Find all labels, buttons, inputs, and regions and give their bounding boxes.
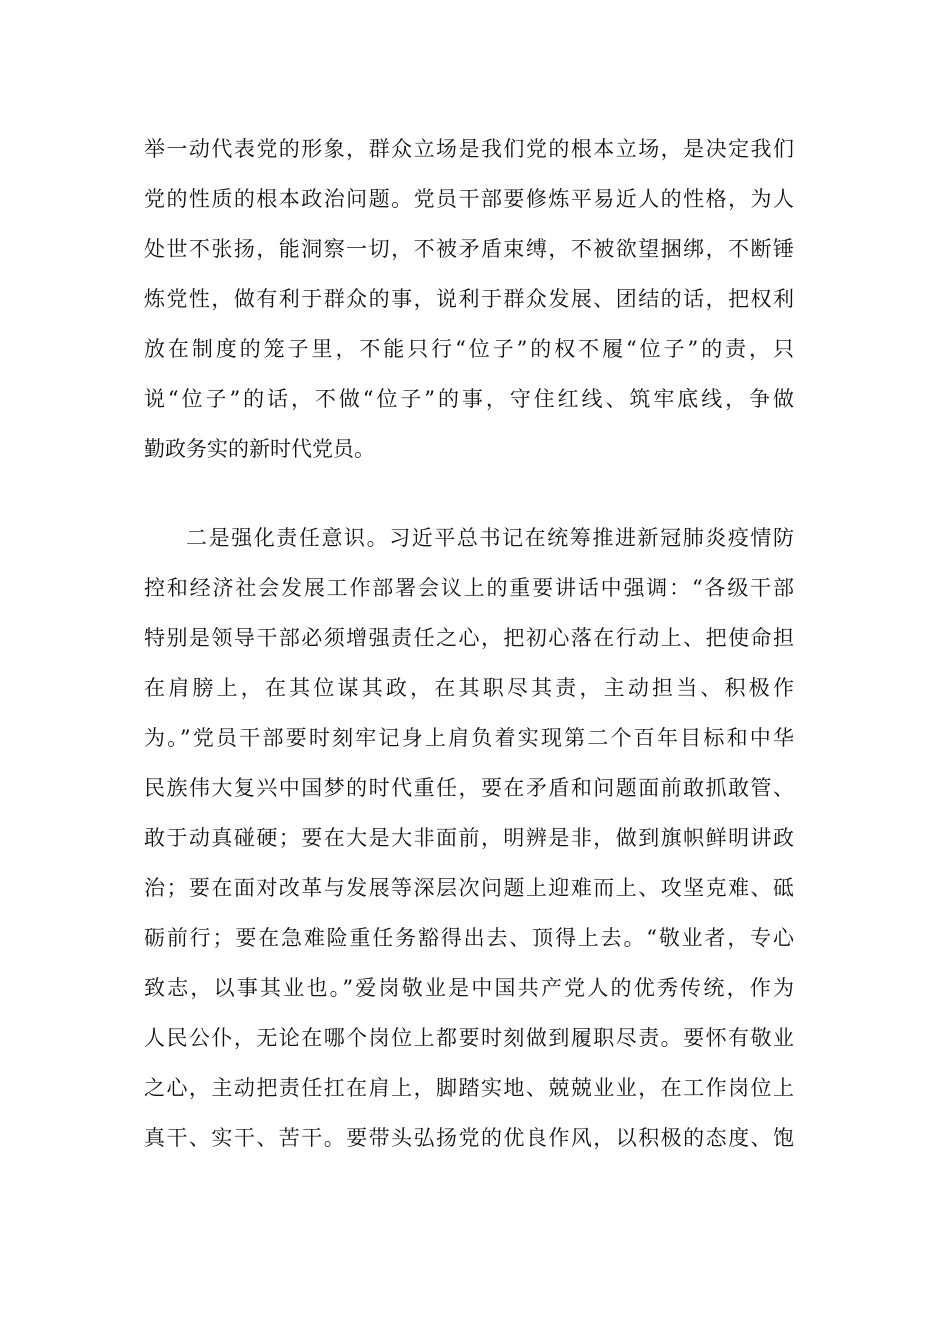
- text-line: 说“位子”的话，不做“位子”的事，守住红线、筑牢底线，争做: [144, 387, 794, 411]
- text-line: 致志，以事其业也。”爱岗敬业是中国共产党人的优秀传统，作为: [144, 976, 794, 1000]
- text-line: 放在制度的笼子里，不能只行“位子”的权不履“位子”的责，只: [144, 337, 794, 361]
- text-line: 砺前行；要在急难险重任务豁得出去、顶得上去。“敬业者，专心: [144, 926, 794, 950]
- text-line: 之心，主动把责任扛在肩上，脚踏实地、兢兢业业，在工作岗位上: [144, 1076, 794, 1100]
- text-line: 敢于动真碰硬；要在大是大非面前，明辨是非，做到旗帜鲜明讲政: [144, 826, 794, 850]
- text-line: 为。”党员干部要时刻牢记身上肩负着实现第二个百年目标和中华: [144, 726, 794, 750]
- text-line: 民族伟大复兴中国梦的时代重任，要在矛盾和问题面前敢抓敢管、: [144, 776, 794, 800]
- text-line: 炼党性，做有利于群众的事，说利于群众发展、团结的话，把权利: [144, 287, 794, 311]
- text-line: 真干、实干、苦干。要带头弘扬党的优良作风，以积极的态度、饱: [144, 1126, 794, 1150]
- text-line: 在肩膀上，在其位谋其政，在其职尽其责，主动担当、积极作: [144, 676, 794, 700]
- text-line: 人民公仆，无论在哪个岗位上都要时刻做到履职尽责。要怀有敬业: [144, 1026, 794, 1050]
- text-line: 勤政务实的新时代党员。: [144, 437, 375, 461]
- text-line: 党的性质的根本政治问题。党员干部要修炼平易近人的性格，为人: [144, 187, 794, 211]
- paragraph-party-image: [144, 124, 794, 474]
- text-line: 举一动代表党的形象，群众立场是我们党的根本立场，是决定我们: [144, 137, 794, 161]
- text-line: 特别是领导干部必须增强责任之心，把初心落在行动上、把使命担: [144, 626, 794, 650]
- text-line: 控和经济社会发展工作部署会议上的重要讲话中强调：“各级干部: [144, 576, 794, 600]
- paragraph-responsibility-awareness: [144, 513, 794, 1163]
- text-line: 治；要在面对改革与发展等深层次问题上迎难而上、攻坚克难、砥: [144, 876, 794, 900]
- text-line: 处世不张扬，能洞察一切，不被矛盾束缚，不被欲望捆绑，不断锤: [144, 237, 794, 261]
- text-line: 二是强化责任意识。习近平总书记在统筹推进新冠肺炎疫情防: [186, 526, 794, 550]
